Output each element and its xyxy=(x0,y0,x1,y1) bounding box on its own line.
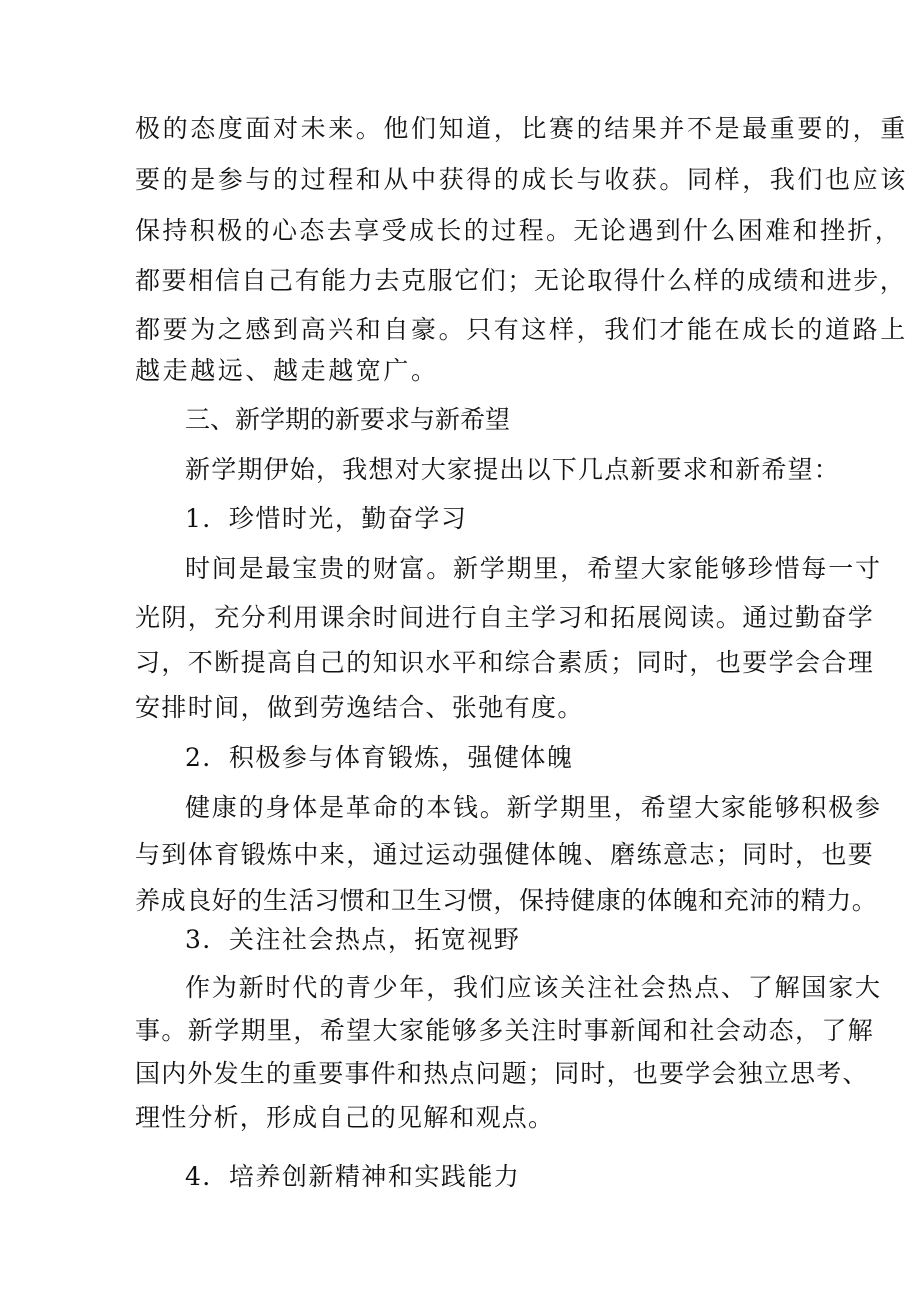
numbered-item-heading: 4．培养创新精神和实践能力 xyxy=(185,1162,521,1191)
paragraph-line: 养成良好的生活习惯和卫生习惯，保持健康的体魄和充沛的精力。 xyxy=(135,886,878,915)
numbered-item-heading: 1．珍惜时光，勤奋学习 xyxy=(185,504,468,533)
paragraph-line: 要的是参与的过程和从中获得的成长与收获。同样，我们也应该 xyxy=(135,165,908,194)
paragraph-line: 时间是最宝贵的财富。新学期里，希望大家能够珍惜每一寸 xyxy=(185,554,882,583)
paragraph-line: 事。新学期里，希望大家能够多关注时事新闻和社会动态，了解 xyxy=(135,1016,875,1045)
paragraph-line: 越走越远、越走越宽广。 xyxy=(135,356,439,385)
paragraph-line: 与到体育锻炼中来，通过运动强健体魄、磨练意志；同时，也要 xyxy=(135,840,875,869)
paragraph-line: 新学期伊始，我想对大家提出以下几点新要求和新希望： xyxy=(185,455,841,484)
paragraph-line: 健康的身体是革命的本钱。新学期里，希望大家能够积极参 xyxy=(185,793,882,822)
paragraph-line: 习，不断提高自己的知识水平和综合素质；同时，也要学会合理 xyxy=(135,648,875,677)
paragraph-line: 理性分析，形成自己的见解和观点。 xyxy=(135,1103,555,1132)
section-heading: 三、新学期的新要求与新希望 xyxy=(185,405,511,434)
paragraph-line: 极的态度面对未来。他们知道，比赛的结果并不是最重要的，重 xyxy=(135,114,908,143)
numbered-item-heading: 3．关注社会热点，拓宽视野 xyxy=(185,925,521,954)
paragraph-line: 安排时间，做到劳逸结合、张弛有度。 xyxy=(135,693,584,722)
numbered-item-heading: 2．积极参与体育锻炼，强健体魄 xyxy=(185,743,574,772)
paragraph-line: 作为新时代的青少年，我们应该关注社会热点、了解国家大 xyxy=(185,973,882,1002)
paragraph-line: 国内外发生的重要事件和热点问题；同时，也要学会独立思考、 xyxy=(135,1059,869,1088)
paragraph-line: 保持积极的心态去享受成长的过程。无论遇到什么困难和挫折， xyxy=(135,216,903,245)
paragraph-line: 都要相信自己有能力去克服它们；无论取得什么样的成绩和进步， xyxy=(135,266,907,295)
paragraph-line: 都要为之感到高兴和自豪。只有这样，我们才能在成长的道路上 xyxy=(135,315,908,344)
paragraph-line: 光阴，充分利用课余时间进行自主学习和拓展阅读。通过勤奋学 xyxy=(135,603,875,632)
